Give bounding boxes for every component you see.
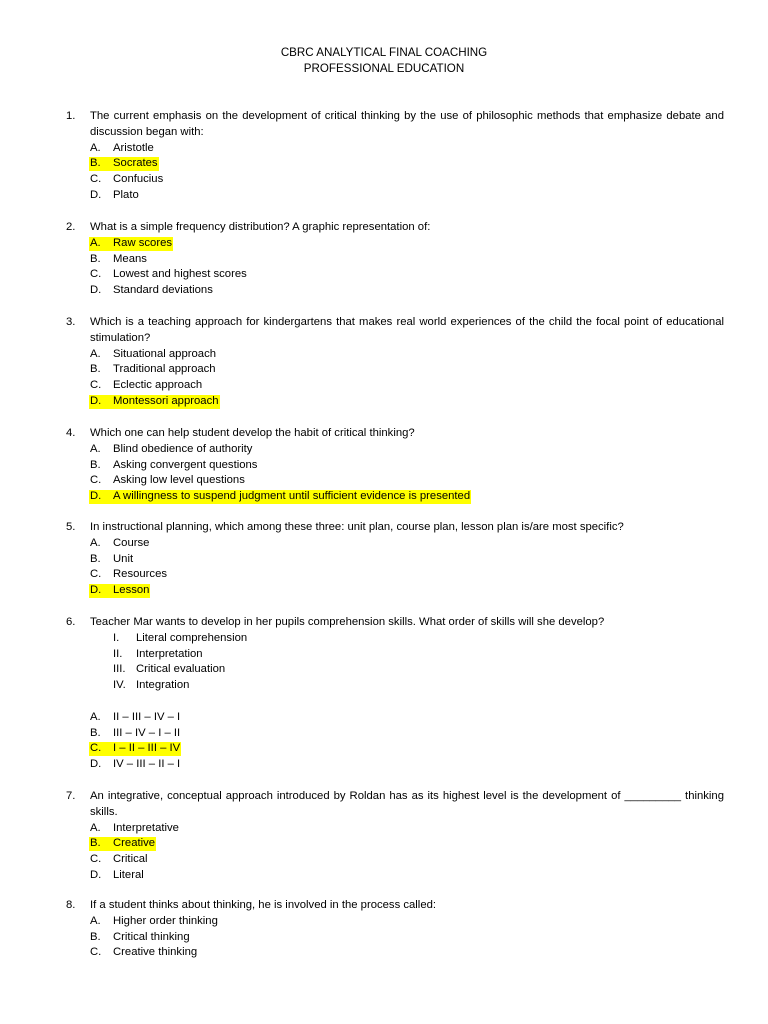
question-number: 8. bbox=[66, 899, 76, 911]
answer-option bbox=[0, 741, 768, 757]
roman-numeral: IV. bbox=[113, 679, 126, 692]
answer-option bbox=[0, 188, 768, 204]
question-text: Which one can help student develop the habit of critical thinking? bbox=[90, 427, 415, 439]
option-text: Standard deviations bbox=[113, 284, 213, 297]
option-letter: A. bbox=[90, 914, 101, 927]
option-letter: D. bbox=[90, 584, 102, 597]
answer-option bbox=[0, 726, 768, 742]
question-number: 2. bbox=[66, 221, 76, 233]
option-text: Unit bbox=[113, 552, 134, 565]
question-number: 6. bbox=[66, 616, 76, 628]
answer-option bbox=[0, 378, 768, 394]
option-letter: B. bbox=[90, 837, 101, 850]
option-text: Course bbox=[113, 536, 150, 549]
option-letter: C. bbox=[90, 379, 102, 392]
question-stem bbox=[0, 520, 768, 536]
question-number: 4. bbox=[66, 427, 76, 439]
answer-option bbox=[0, 362, 768, 378]
option-text: Critical bbox=[113, 853, 148, 866]
option-text: Creative thinking bbox=[113, 946, 198, 959]
answer-option bbox=[0, 868, 768, 884]
answer-option bbox=[0, 283, 768, 299]
answer-option bbox=[0, 172, 768, 188]
option-letter: D. bbox=[90, 758, 102, 771]
option-text: III – IV – I – II bbox=[113, 726, 181, 739]
question-stem bbox=[0, 615, 768, 631]
question-item bbox=[0, 898, 768, 961]
document-subtitle: PROFESSIONAL EDUCATION bbox=[303, 62, 465, 75]
option-text: Literal bbox=[113, 868, 144, 881]
option-text: I – II – III – IV bbox=[113, 742, 181, 755]
question-stem bbox=[0, 315, 768, 347]
option-text: Interpretative bbox=[113, 821, 179, 834]
question-item bbox=[0, 789, 768, 884]
option-letter: B. bbox=[90, 458, 101, 471]
roman-text: Critical evaluation bbox=[136, 663, 226, 676]
option-letter: B. bbox=[90, 726, 101, 739]
answer-option bbox=[0, 821, 768, 837]
question-item bbox=[0, 109, 768, 204]
question-stem bbox=[0, 109, 768, 141]
answer-option bbox=[0, 757, 768, 773]
option-letter: C. bbox=[90, 568, 102, 581]
option-text: Lesson bbox=[113, 584, 150, 597]
option-letter: D. bbox=[90, 284, 102, 297]
option-letter: C. bbox=[90, 474, 102, 487]
question-number: 5. bbox=[66, 521, 76, 533]
option-letter: B. bbox=[90, 157, 101, 170]
option-text: Eclectic approach bbox=[113, 379, 203, 392]
answer-option bbox=[0, 930, 768, 946]
question-number: 3. bbox=[66, 316, 76, 328]
question-item bbox=[0, 220, 768, 299]
question-text: Which is a teaching approach for kindergartens that makes real world experiences of the child the focal point of educational stimulation? bbox=[90, 316, 724, 344]
option-letter: A. bbox=[90, 821, 101, 834]
option-letter: C. bbox=[90, 742, 102, 755]
option-text: Situational approach bbox=[113, 347, 217, 360]
question-stem bbox=[0, 426, 768, 442]
option-letter: C. bbox=[90, 173, 102, 186]
roman-item bbox=[0, 662, 768, 678]
option-letter: A. bbox=[90, 347, 101, 360]
answer-option bbox=[0, 267, 768, 283]
question-text: An integrative, conceptual approach introduced by Roldan has as its highest level is the development of _________ thinking skills. bbox=[90, 790, 724, 818]
option-text: Confucius bbox=[113, 173, 164, 186]
option-letter: A. bbox=[90, 536, 101, 549]
option-text: Raw scores bbox=[113, 236, 173, 249]
option-text: IV – III – II – I bbox=[113, 758, 181, 771]
answer-option bbox=[0, 252, 768, 268]
option-letter: D. bbox=[90, 868, 102, 881]
answer-option bbox=[0, 536, 768, 552]
question-text: Teacher Mar wants to develop in her pupils comprehension skills. What order of skills will she develop? bbox=[90, 616, 605, 628]
question-stem bbox=[0, 898, 768, 914]
answer-option bbox=[0, 836, 768, 852]
question-item bbox=[0, 615, 768, 773]
option-text: Means bbox=[113, 252, 147, 265]
question-stem bbox=[0, 789, 768, 821]
question-item bbox=[0, 520, 768, 599]
answer-option bbox=[0, 583, 768, 599]
option-text: Lowest and highest scores bbox=[113, 268, 247, 281]
option-letter: B. bbox=[90, 252, 101, 265]
option-letter: A. bbox=[90, 442, 101, 455]
answer-option bbox=[0, 852, 768, 868]
question-text: What is a simple frequency distribution? A graphic representation of: bbox=[90, 221, 431, 233]
answer-option bbox=[0, 914, 768, 930]
option-text: II – III – IV – I bbox=[113, 710, 181, 723]
roman-item bbox=[0, 647, 768, 663]
answer-option bbox=[0, 236, 768, 252]
option-letter: A. bbox=[90, 141, 101, 154]
roman-text: Interpretation bbox=[136, 647, 203, 660]
roman-numeral: III. bbox=[113, 663, 126, 676]
roman-text: Literal comprehension bbox=[136, 631, 248, 644]
question-item bbox=[0, 315, 768, 410]
answer-option bbox=[0, 945, 768, 961]
answer-option bbox=[0, 567, 768, 583]
roman-item bbox=[0, 678, 768, 694]
option-text: Resources bbox=[113, 568, 167, 581]
option-text: Traditional approach bbox=[113, 363, 216, 376]
option-text: A willingness to suspend judgment until sufficient evidence is presented bbox=[113, 490, 471, 503]
option-letter: A. bbox=[90, 236, 101, 249]
spacer bbox=[0, 694, 768, 710]
option-text: Creative bbox=[113, 837, 156, 850]
option-text: Higher order thinking bbox=[113, 914, 218, 927]
answer-option bbox=[0, 442, 768, 458]
option-text: Plato bbox=[113, 188, 139, 201]
option-letter: B. bbox=[90, 930, 101, 943]
question-item bbox=[0, 426, 768, 505]
question-stem bbox=[0, 220, 768, 236]
option-text: Montessori approach bbox=[113, 394, 219, 407]
option-letter: C. bbox=[90, 268, 102, 281]
question-text: If a student thinks about thinking, he is involved in the process called: bbox=[90, 899, 437, 911]
answer-option bbox=[0, 394, 768, 410]
roman-numeral: I. bbox=[113, 631, 120, 644]
question-number: 7. bbox=[66, 790, 76, 802]
option-text: Asking low level questions bbox=[113, 474, 245, 487]
option-letter: A. bbox=[90, 710, 101, 723]
question-text: In instructional planning, which among these three: unit plan, course plan, lesson plan is/are most specific? bbox=[90, 521, 624, 533]
option-letter: C. bbox=[90, 853, 102, 866]
question-number: 1. bbox=[66, 110, 76, 122]
option-letter: C. bbox=[90, 946, 102, 959]
answer-option bbox=[0, 489, 768, 505]
option-text: Asking convergent questions bbox=[113, 458, 258, 471]
question-text: The current emphasis on the development of critical thinking by the use of philosophic methods that emphasize debate and discussion began with: bbox=[90, 110, 724, 138]
answer-option bbox=[0, 710, 768, 726]
option-letter: B. bbox=[90, 552, 101, 565]
roman-text: Integration bbox=[136, 679, 190, 692]
option-letter: D. bbox=[90, 490, 102, 503]
answer-option bbox=[0, 141, 768, 157]
option-text: Aristotle bbox=[113, 141, 154, 154]
option-letter: D. bbox=[90, 188, 102, 201]
roman-item bbox=[0, 631, 768, 647]
answer-option bbox=[0, 156, 768, 172]
option-letter: D. bbox=[90, 394, 102, 407]
answer-option bbox=[0, 347, 768, 363]
option-letter: B. bbox=[90, 363, 101, 376]
answer-option bbox=[0, 552, 768, 568]
roman-numeral: II. bbox=[113, 647, 123, 660]
option-text: Blind obedience of authority bbox=[113, 442, 253, 455]
answer-option bbox=[0, 458, 768, 474]
option-text: Critical thinking bbox=[113, 930, 190, 943]
answer-option bbox=[0, 473, 768, 489]
option-text: Socrates bbox=[113, 157, 158, 170]
document-header bbox=[0, 45, 768, 77]
document-title: CBRC ANALYTICAL FINAL COACHING bbox=[280, 46, 488, 59]
